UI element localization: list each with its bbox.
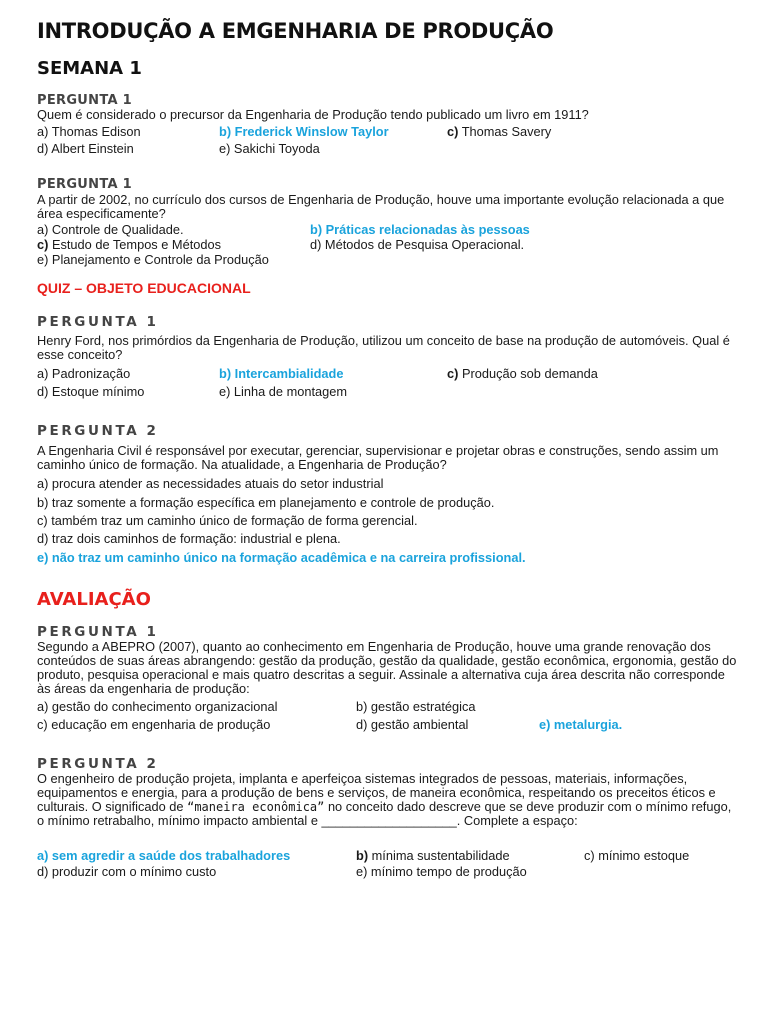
option-c: c) educação em engenharia de produção bbox=[37, 717, 271, 732]
option-text: Thomas Savery bbox=[458, 124, 552, 139]
week-heading: SEMANA 1 bbox=[37, 58, 142, 79]
option-b-correct: b) Frederick Winslow Taylor bbox=[219, 124, 389, 139]
option-e: e) Planejamento e Controle da Produção bbox=[37, 252, 269, 267]
option-e-correct: e) não traz um caminho único na formação acadêmica e na carreira profissional. bbox=[37, 550, 526, 565]
option-a: a) Controle de Qualidade. bbox=[37, 222, 184, 237]
option-letter: c) bbox=[37, 237, 49, 252]
option-c bbox=[447, 367, 598, 381]
option-a: a) procura atender as necessidades atuais do setor industrial bbox=[37, 476, 384, 491]
question-heading: PERGUNTA 1 bbox=[37, 624, 159, 640]
question-text bbox=[37, 772, 737, 828]
option-letter: b) bbox=[356, 848, 369, 863]
option-b: b) gestão estratégica bbox=[356, 699, 476, 714]
option-a: a) gestão do conhecimento organizacional bbox=[37, 699, 278, 714]
question-heading: PERGUNTA 1 bbox=[37, 314, 159, 330]
option-text: Produção sob demanda bbox=[458, 366, 598, 381]
option-b: b) traz somente a formação específica em planejamento e controle de produção. bbox=[37, 495, 495, 510]
option-a: a) Padronização bbox=[37, 366, 131, 381]
option-letter: c) bbox=[447, 124, 459, 139]
option-b-correct: b) Intercambialidade bbox=[219, 366, 344, 381]
question-heading: PERGUNTA 2 bbox=[37, 423, 159, 439]
question-heading: PERGUNTA 2 bbox=[37, 756, 159, 772]
option-letter: c) bbox=[447, 366, 459, 381]
quoted-term: “maneira econômica” bbox=[187, 800, 325, 814]
question-heading: PERGUNTA 1 bbox=[37, 177, 133, 192]
option-b bbox=[356, 849, 510, 863]
option-b-correct: b) Práticas relacionadas às pessoas bbox=[310, 222, 530, 237]
option-a: a) Thomas Edison bbox=[37, 124, 141, 139]
option-c: c) mínimo estoque bbox=[584, 848, 690, 863]
option-d: d) Albert Einstein bbox=[37, 141, 134, 156]
option-c: c) também traz um caminho único de formação de forma gerencial. bbox=[37, 513, 418, 528]
option-e: e) Sakichi Toyoda bbox=[219, 141, 320, 156]
option-e: e) Linha de montagem bbox=[219, 384, 348, 399]
option-c bbox=[447, 125, 551, 139]
document-title: INTRODUÇÃO A EMGENHARIA DE PRODUÇÃO bbox=[37, 19, 554, 43]
question-text: A Engenharia Civil é responsável por executar, gerenciar, supervisionar e projetar obras e construções, sendo assim um caminho único de formação. Na atualidade, a Engenharia de Produção? bbox=[37, 443, 719, 472]
question-text: Quem é considerado o precursor da Engenharia de Produção tendo publicado um livro em 1911? bbox=[37, 107, 589, 122]
option-e-correct: e) metalurgia. bbox=[539, 717, 623, 732]
question-heading: PERGUNTA 1 bbox=[37, 93, 133, 108]
quiz-heading: QUIZ – OBJETO EDUCACIONAL bbox=[37, 280, 251, 296]
option-c bbox=[37, 238, 221, 252]
question-text: Segundo a ABEPRO (2007), quanto ao conhecimento em Engenharia de Produção, houve uma grande renovação dos conteúdos de suas áreas abrangendo: gestão da produção, gestão da qualidade, gestão econômica, ergonomia, gestão do produto, pesquisa operacional e mais quatro descritas a seguir. Assinale a alternativa cuja área descrita não corresponde às áreas da engenharia de produção: bbox=[37, 639, 737, 696]
option-d: d) Métodos de Pesquisa Operacional. bbox=[310, 237, 525, 252]
question-text-part2: no conceito dado descreve que se deve produzir com o mínimo refugo, o mínimo retrabalho, mínimo impacto ambiental e ___________________. Complete a espaço: bbox=[37, 799, 732, 828]
question-text-part1: O engenheiro de produção projeta, implanta e aperfeiçoa sistemas integrados de pessoas, materiais, informações, equipamentos e energia, para a produção de bens e serviços, de maneira econômica, respeitando os preceitos éticos e culturais. O significado de bbox=[37, 771, 716, 814]
option-d: d) gestão ambiental bbox=[356, 717, 469, 732]
avaliacao-heading: AVALIAÇÃO bbox=[37, 589, 151, 610]
option-d: d) Estoque mínimo bbox=[37, 384, 145, 399]
option-e: e) mínimo tempo de produção bbox=[356, 864, 527, 879]
option-text: Estudo de Tempos e Métodos bbox=[48, 237, 222, 252]
option-text: mínima sustentabilidade bbox=[368, 848, 510, 863]
option-d: d) produzir com o mínimo custo bbox=[37, 864, 217, 879]
option-d: d) traz dois caminhos de formação: industrial e plena. bbox=[37, 531, 341, 546]
question-text: A partir de 2002, no currículo dos cursos de Engenharia de Produção, houve uma importante evolução relacionada a que área especificamente? bbox=[37, 192, 725, 221]
question-text: Henry Ford, nos primórdios da Engenharia de Produção, utilizou um conceito de base na produção de automóveis. Qual é esse conceito? bbox=[37, 333, 730, 362]
option-a-correct: a) sem agredir a saúde dos trabalhadores bbox=[37, 848, 291, 863]
